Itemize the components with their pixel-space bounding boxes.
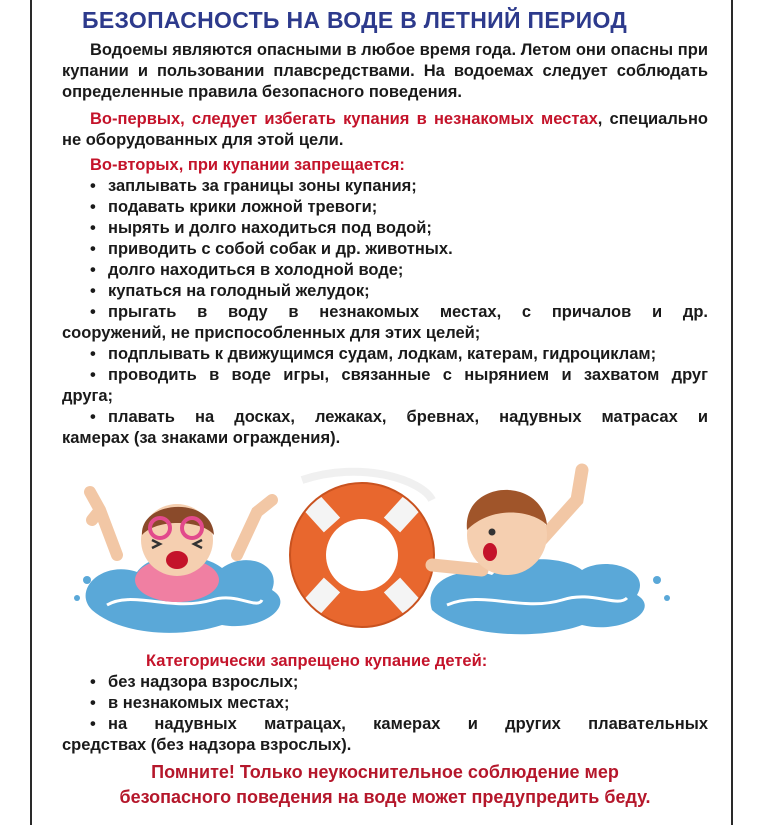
list-item: • купаться на голодный желудок; (90, 282, 370, 300)
first-rule (62, 109, 708, 151)
boy-figure (432, 470, 582, 575)
list-item: • нырять и долго находиться под водой; (90, 219, 432, 237)
list-item: • подавать крики ложной тревоги; (90, 198, 378, 216)
list-item: • плавать на досках, лежаках, бревнах, надувных матрасах и (90, 408, 708, 426)
life-ring (290, 472, 434, 627)
second-rule-heading: Во-вторых, при купании запрещается: (90, 156, 405, 174)
list-item-continuation: сооружений, не приспособленных для этих целей; (62, 324, 481, 342)
first-rule-highlight: Во-первых, следует избегать купания в незнакомых местах (90, 110, 598, 128)
list-item: • приводить с собой собак и др. животных. (90, 240, 453, 258)
drowning-children-illustration (62, 440, 682, 645)
first-rule-rest: , специально не оборудованных для этой цели. (62, 110, 708, 149)
list-item: • заплывать за границы зоны купания; (90, 177, 417, 195)
list-item-continuation: средствах (без надзора взрослых). (62, 736, 352, 754)
list-item: • долго находиться в холодной воде; (90, 261, 404, 279)
final-warning-line-1: Помните! Только неукоснительное соблюдение мер (151, 762, 619, 782)
list-item: • без надзора взрослых; (90, 673, 299, 691)
children-heading: Категорически запрещено купание детей: (146, 652, 488, 670)
list-item-continuation: друга; (62, 387, 114, 405)
list-item: • в незнакомых местах; (90, 694, 290, 712)
list-item: • проводить в воде игры, связанные с нырянием и захватом друг (90, 366, 708, 384)
list-item-continuation: камерах (за знаками ограждения). (62, 429, 341, 447)
page-border-left (30, 0, 32, 825)
page-title: БЕЗОПАСНОСТЬ НА ВОДЕ В ЛЕТНИЙ ПЕРИОД (82, 7, 628, 33)
page-border-right (731, 0, 733, 825)
final-warning-line-2: безопасного поведения на воде может предупредить беду. (119, 787, 651, 807)
intro-paragraph: Водоемы являются опасными в любое время года. Летом они опасны при купании и пользовании плавсредствами. На водоемах следует соблюдать определенные правила безопасного поведения. (62, 41, 708, 101)
list-item: • на надувных матрацах, камерах и других плавательных (90, 715, 708, 733)
list-item: • подплывать к движущимся судам, лодкам, катерам, гидроциклам; (90, 345, 657, 363)
list-item: • прыгать в воду в незнакомых местах, с причалов и др. (90, 303, 708, 321)
